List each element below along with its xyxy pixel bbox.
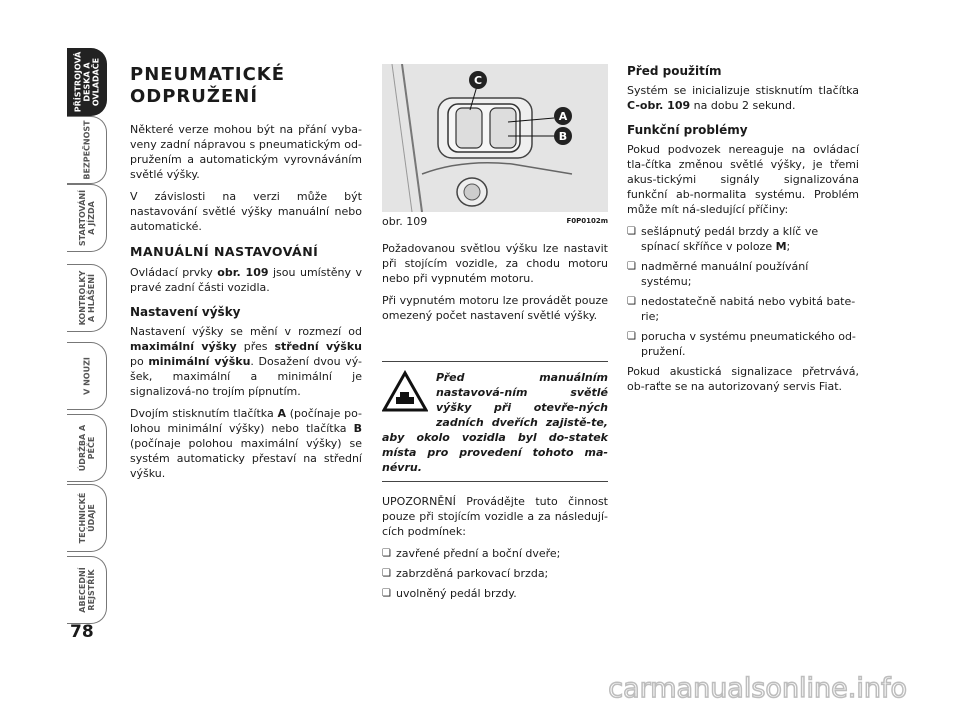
key-position: M [775, 240, 787, 253]
text-run: Nastavení výšky se mění v rozmezí od [130, 325, 362, 338]
tab-label: BEZPEČNOST [82, 120, 91, 180]
title-line-1: PNEUMATICKÉ [130, 64, 286, 85]
text-run: Dvojím stisknutím tlačítka [130, 407, 278, 420]
list-item: ❏ zavřené přední a boční dveře; [382, 546, 608, 561]
height-paragraph [130, 324, 362, 399]
warning-text: Před manuálním nastavová-ním světlé výšky při otevře-ných zadních dveřích zajistě-te, aby okolo vozidla byl do-statek místa pro provedení tohoto ma-névru. [382, 371, 608, 474]
subheading-before-use: Před použitím [627, 64, 722, 78]
tab-label: PŘÍSTROJOVÁ DESKA A OVLADAČE [73, 51, 100, 113]
note-paragraph: UPOZORNĚNÍ Provádějte tuto činnost pouze při stojícím vozidle a za následují-cích podmínek: [382, 495, 608, 538]
tab-label: ÚDRŽBA A PÉČE [77, 424, 96, 472]
tab-v-nouzi[interactable] [67, 342, 107, 410]
subheading-problems: Funkční problémy [627, 123, 748, 137]
tab-label: STARTOVÁNÍ A JÍZDA [77, 189, 96, 247]
text-run: jsou umístěny v pravé zadní části vozidla. [130, 266, 362, 294]
manual-paragraph [130, 265, 362, 295]
bold-term: střední výšku [274, 340, 362, 353]
bold-term: minimální výšku [148, 355, 251, 368]
tab-kontrolky[interactable] [67, 264, 107, 332]
page-title [130, 64, 362, 108]
text-run: přes [236, 340, 275, 353]
subheading-height: Nastavení výšky [130, 305, 241, 319]
tab-pristrojova-deska[interactable] [67, 48, 107, 116]
tab-label: KONTROLKY A HLÁŠENÍ [77, 270, 96, 326]
button-letter: A [277, 407, 286, 420]
causes-list [627, 224, 859, 359]
list-item: ❏ porucha v systému pneumatického od-pružení. [627, 329, 859, 359]
text-run: . Dosažení dvou vý-šek, maximální a minimální je signalizová-no trojím pípnutím. [130, 355, 362, 398]
page-number: 78 [70, 622, 94, 642]
tab-bezpecnost[interactable] [67, 116, 107, 184]
button-letter: B [353, 422, 362, 435]
double-press-paragraph [130, 406, 362, 481]
section-heading-manual: MANUÁLNÍ NASTAVOVÁNÍ [130, 244, 319, 259]
text-run: (počínaje polohou maximální výšky) se systém automaticky přestaví na střední výšku. [130, 437, 362, 480]
text-run: (počínaje po-lohou minimální výšky) nebo tlačítka [130, 407, 362, 435]
callout-a-label: A [558, 110, 568, 123]
watermark-text: carmanualsonline.info [608, 673, 907, 704]
control-panel-illustration [382, 64, 608, 212]
problems-paragraph: Pokud podvozek nereaguje na ovládací tla-čítka změnou světlé výšky, je třemi akus-tickými signály signalizována funkční ab-normalita systému. Problém může mít ná-sledující příčiny: [627, 143, 859, 216]
before-use-paragraph [627, 83, 859, 113]
list-item: ❏ zabrzděná parkovací brzda; [382, 566, 608, 581]
warning-box [382, 361, 608, 482]
list-item: ❏ nedostatečně nabitá nebo vybitá bate-rie; [627, 294, 859, 324]
tab-label: TECHNICKÉ ÚDAJE [77, 492, 96, 544]
intro-paragraph-1: Některé verze mohou být na přání vyba-veny zadní nápravou s pneumatickým od-pružením a automatickým vyrovnáváním světlé výšky. [130, 123, 362, 181]
callout-c-label: C [473, 74, 483, 87]
final-paragraph: Pokud akustická signalizace přetrvává, ob-raťte se na autorizovaný servis Fiat. [627, 365, 859, 393]
text-run: Ovládací prvky [130, 266, 218, 279]
intro-paragraph-2: V závislosti na verzi může být nastavování světlé výšky manuální nebo automatické. [130, 190, 362, 233]
bold-term: maximální výšky [130, 340, 237, 353]
tab-technicke-udaje[interactable] [67, 484, 107, 552]
list-item [627, 224, 859, 254]
tab-label: ABECEDNÍ REJSTŘÍK [77, 567, 96, 613]
text-run: po [130, 355, 149, 368]
list-item: ❏ uvolněný pedál brzdy. [382, 586, 608, 601]
callout-b-label: B [558, 130, 568, 143]
conditions-list [382, 546, 608, 601]
column-left [130, 64, 362, 488]
tab-startovani[interactable] [67, 184, 107, 252]
list-item: ❏ nadměrné manuální používání systému; [627, 259, 859, 289]
column-middle [382, 64, 608, 606]
text-run: Systém se inicializuje stisknutím tlačítka [627, 84, 859, 97]
warning-triangle-icon [382, 370, 428, 412]
middle-paragraph-2: Při vypnutém motoru lze provádět pouze omezený počet nastavení světlé výšky. [382, 294, 608, 322]
tab-rejstrik[interactable] [67, 556, 107, 624]
figure-caption [382, 214, 608, 229]
text-run: na dobu 2 sekund. [690, 99, 796, 112]
column-right [627, 64, 859, 401]
figure-109 [382, 64, 608, 212]
title-line-2: ODPRUŽENÍ [130, 86, 259, 107]
figure-reference: obr. 109 [217, 266, 269, 279]
tab-label: V NOUZI [82, 357, 91, 395]
figure-code: F0P0102m [566, 217, 608, 225]
tab-udrzba[interactable] [67, 414, 107, 482]
text-run: ; [786, 240, 791, 253]
figure-reference: C-obr. 109 [627, 99, 691, 112]
middle-paragraph-1: Požadovanou světlou výšku lze nastavit při stojícím vozidle, za chodu motoru nebo při vypnutém motoru. [382, 242, 608, 285]
text-run: sešlápnutý pedál brzdy a klíč ve spínací skříňce v poloze [641, 225, 819, 253]
caption-label: obr. 109 [382, 215, 428, 228]
